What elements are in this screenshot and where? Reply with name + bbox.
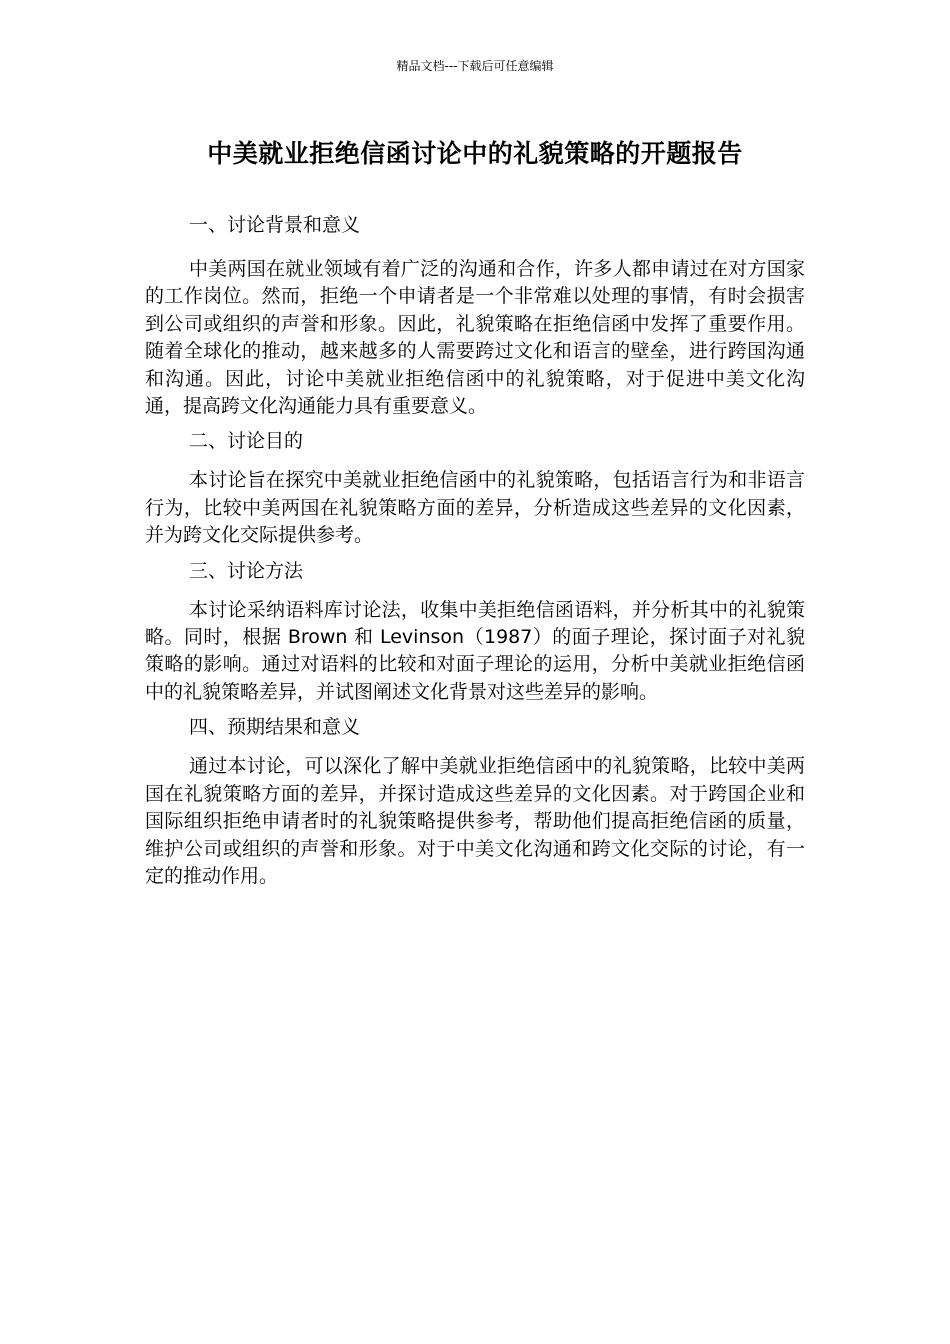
page-header-note: 精品文档---下载后可任意编辑 xyxy=(396,59,554,73)
section-heading-purpose: 二、讨论目的 xyxy=(189,430,304,453)
section-body-method: 本讨论采纳语料库讨论法，收集中美拒绝信函语料，并分析其中的礼貌策略。同时，根据 Brown 和 Levinson（1987）的面子理论，探讨面子对礼貌策略的影响。通过对语料的比较和对面子理论的运用，分析中美就业拒绝信函中的礼貌策略差异，并试图阐述文化背景对这些差异的影响。 xyxy=(145,598,805,703)
section-heading-expected-results: 四、预期结果和意义 xyxy=(189,716,361,739)
section-heading-method: 三、讨论方法 xyxy=(189,559,304,582)
section-heading-background: 一、讨论背景和意义 xyxy=(189,214,361,236)
section-body-background: 中美两国在就业领域有着广泛的沟通和合作，许多人都申请过在对方国家的工作岗位。然而，拒绝一个申请者是一个非常难以处理的事情，有时会损害到公司或组织的声誉和形象。因此，礼貌策略在拒绝信函中发挥了重要作用。随着全球化的推动，越来越多的人需要跨过文化和语言的壁垒，进行跨国沟通和沟通。因此，讨论中美就业拒绝信函中的礼貌策略，对于促进中美文化沟通，提高跨文化沟通能力具有重要意义。 xyxy=(145,258,805,418)
document-body xyxy=(145,211,805,890)
section-body-expected-results: 通过本讨论，可以深化了解中美就业拒绝信函中的礼貌策略，比较中美两国在礼貌策略方面的差异，并探讨造成这些差异的文化因素。对于跨国企业和国际组织拒绝申请者时的礼貌策略提供参考，帮助他们提高拒绝信函的质量，维护公司或组织的声誉和形象。对于中美文化沟通和跨文化交际的讨论，有一定的推动作用。 xyxy=(145,755,805,887)
section-body-purpose: 本讨论旨在探究中美就业拒绝信函中的礼貌策略，包括语言行为和非语言行为，比较中美两国在礼貌策略方面的差异，分析造成这些差异的文化因素，并为跨文化交际提供参考。 xyxy=(145,469,805,547)
document-title: 中美就业拒绝信函讨论中的礼貌策略的开题报告 xyxy=(207,139,743,168)
